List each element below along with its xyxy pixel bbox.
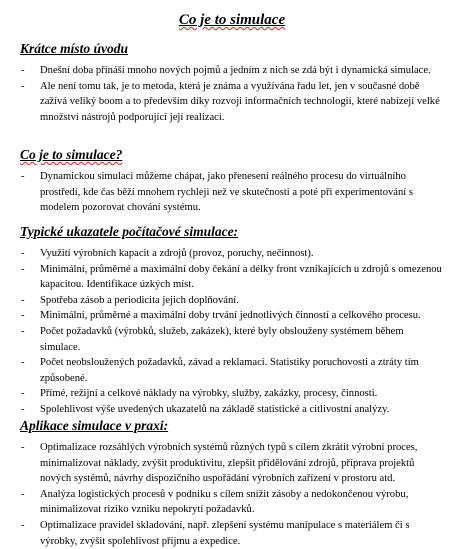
list-item: - Minimální, průměrné a maximální doby čekání a délky front vznikajících u zdrojů s omezenou kapacitou. Identifikace úzkých míst.: [20, 262, 446, 293]
list-item: - Využití výrobních kapacit a zdrojů (provoz, poruchy, nečinnost).: [20, 246, 446, 262]
page-title-text: Co je to simulace: [178, 12, 286, 28]
section-heading: Krátce místo úvodu: [20, 41, 129, 56]
list-item: - Počet požadavků (výrobků, služeb, zakázek), které byly obslouženy systémem během simulace.: [20, 324, 446, 355]
list-item: - Minimální, průměrné a maximální doby trvání jednotlivých činností a celkového procesu.: [20, 308, 446, 324]
list-item: - Ale není tomu tak, je to metoda, která je známa a využívána řadu let, jen v současné době zažívá veliký boom a to především díky rozvoji informačních technologií, které nabízejí velké množství nástrojů podporující její realizaci.: [20, 79, 446, 126]
section-what-is-simulation: [20, 146, 446, 216]
list-item: - Analýza logistických procesů v podniku s cílem snížit zásoby a nedokončenou výrobu, minimalizovat riziko vzniku nepokrytí požadavků.: [20, 487, 446, 518]
list-item: - Spotřeba zásob a periodicita jejich doplňování.: [20, 293, 446, 309]
section-heading: [20, 146, 446, 163]
bullet-list: [20, 246, 446, 418]
section-indicators: [20, 223, 446, 418]
list-item: - Optimalizace pravidel skladování, např. zlepšení systému manipulace s materiálem či s výrobky, zvýšit spolehlivost příjmu a expedice.: [20, 518, 446, 549]
list-item: - Přímé, režijní a celkové náklady na výrobky, služby, zakázky, procesy, činnosti.: [20, 386, 446, 402]
bullet-list: [20, 440, 446, 549]
bullet-list: [20, 63, 446, 125]
page-title: [0, 11, 464, 29]
list-item: - Počet neobsloužených požadavků, závad a reklamací. Statistiky poruchovosti a ztráty tím způsobené.: [20, 355, 446, 386]
section-heading: Aplikace simulace v praxi:: [20, 418, 169, 433]
section-heading: Typické ukazatele počítačové simulace:: [20, 224, 239, 239]
bullet-list: [20, 169, 446, 216]
list-item: - Dynamickou simulaci můžeme chápat, jako přenesení reálného procesu do virtuálního prostředí, kde čas běží mnohem rychleji než ve skutečnosti a poté při experimentování s modelem pozorovat chování systému.: [20, 169, 446, 216]
section-heading-text: Co je to simulace?: [20, 147, 123, 162]
list-item: - Optimalizace rozsáhlých výrobních systémů různých typů s cílem zkrátit výrobní proces, minimalizovat náklady, zvýšit produktivitu, zlepšit přidělování zdrojů, příprava projektů nových systémů, návrhy dispozičního uspořádání výrobních zařízení v prostoru atd.: [20, 440, 446, 487]
section-intro: [20, 40, 446, 125]
list-item: - Dnešní doba přináší mnoho nových pojmů a jedním z nich se zdá být i dynamická simulace.: [20, 63, 446, 79]
list-item: - Spolehlivost výše uvedených ukazatelů na základě statistické a citlivostní analýzy.: [20, 402, 446, 418]
section-applications: [20, 417, 446, 549]
